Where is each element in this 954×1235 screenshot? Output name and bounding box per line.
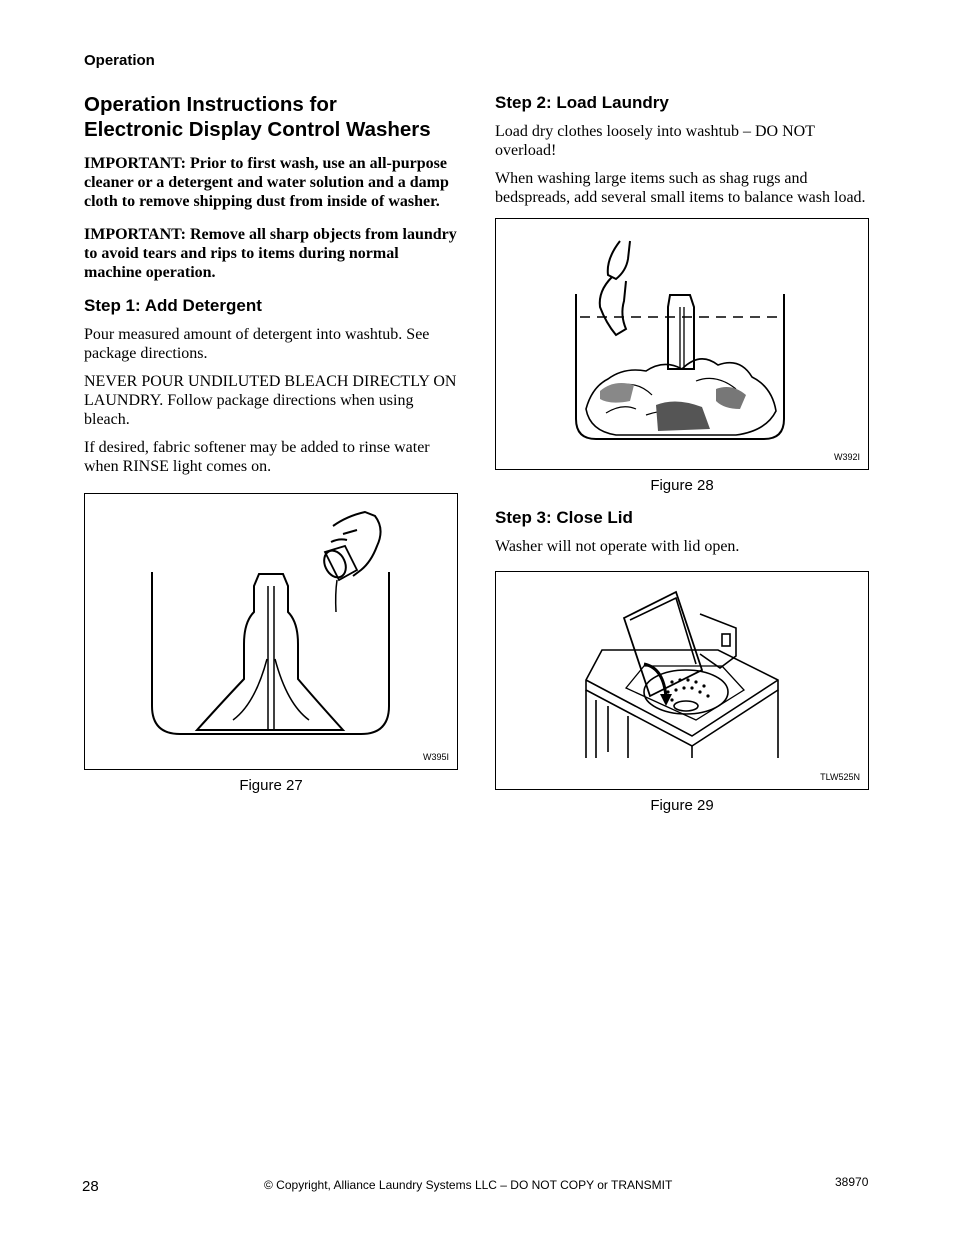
step1-paragraph-3: If desired, fabric softener may be added to rinse water when RINSE light comes on. xyxy=(84,439,430,475)
step1-paragraph-1: Pour measured amount of detergent into washtub. See package directions. xyxy=(84,326,430,362)
step1-heading: Step 1: Add Detergent xyxy=(84,296,262,315)
detergent-illustration xyxy=(85,494,457,769)
load-laundry-illustration xyxy=(496,219,868,469)
figure-28 xyxy=(495,218,869,470)
figure-27 xyxy=(84,493,458,770)
document-number: 38970 xyxy=(835,1175,869,1189)
title-line-2: Electronic Display Control Washers xyxy=(84,118,431,141)
right-column xyxy=(495,93,869,828)
left-column xyxy=(84,92,458,808)
important-note-1: IMPORTANT: Prior to first wash, use an all-purpose cleaner or a detergent and water solution and a damp cloth to remove shipping dust from inside of washer. xyxy=(84,155,449,210)
close-lid-illustration xyxy=(496,572,868,789)
step2-paragraph-1: Load dry clothes loosely into washtub – DO NOT overload! xyxy=(495,123,815,159)
page-number: 28 xyxy=(82,1178,99,1195)
figure-28-caption: Figure 28 xyxy=(650,477,714,494)
copyright-notice: © Copyright, Alliance Laundry Systems LLC – DO NOT COPY or TRANSMIT xyxy=(264,1178,673,1192)
figure-29 xyxy=(495,571,869,790)
step2-paragraph-2: When washing large items such as shag rugs and bedspreads, add several small items to balance wash load. xyxy=(495,170,866,206)
section-label: Operation xyxy=(84,52,155,69)
step2-heading: Step 2: Load Laundry xyxy=(495,93,669,112)
step3-heading: Step 3: Close Lid xyxy=(495,508,633,527)
step1-paragraph-2: NEVER POUR UNDILUTED BLEACH DIRECTLY ON LAUNDRY. Follow package directions when using bleach. xyxy=(84,373,457,428)
figure-27-code: W395I xyxy=(422,752,449,762)
step3-paragraph-1: Washer will not operate with lid open. xyxy=(495,538,740,555)
figure-29-caption: Figure 29 xyxy=(650,797,714,814)
important-note-2: IMPORTANT: Remove all sharp objects from laundry to avoid tears and rips to items during normal machine operation. xyxy=(84,226,457,281)
figure-28-code: W392I xyxy=(833,452,860,462)
figure-29-code: TLW525N xyxy=(820,772,860,782)
figure-27-caption: Figure 27 xyxy=(239,777,303,794)
page-title xyxy=(84,92,458,142)
title-line-1: Operation Instructions for xyxy=(84,93,337,116)
